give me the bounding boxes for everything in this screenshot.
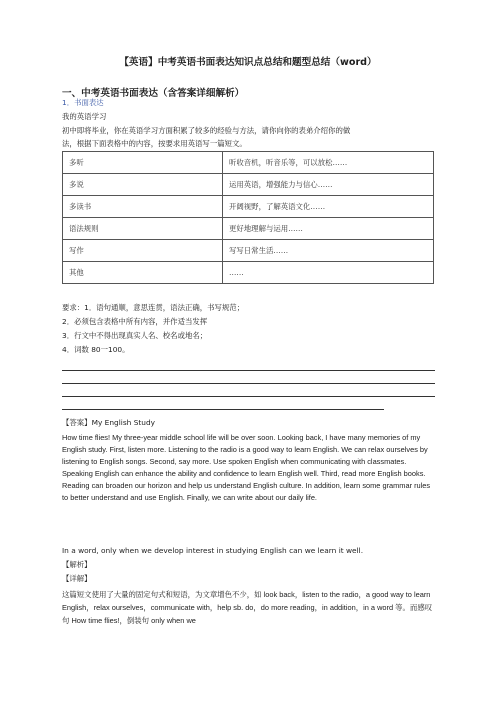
requirement-1: 要求：1．语句通顺，意思连贯，语法正确，书写规范； xyxy=(62,303,245,312)
table-row xyxy=(63,218,434,240)
requirement-2: 2．必须包含表格中所有内容，并作适当发挥 xyxy=(62,317,208,326)
table-row xyxy=(63,196,434,218)
requirements-table xyxy=(62,151,434,284)
table-cell: 运用英语，增强能力与信心…… xyxy=(223,174,434,196)
answer-label: 【答案】My English Study xyxy=(62,418,156,427)
writing-line xyxy=(62,396,435,397)
table-cell: 其他 xyxy=(63,262,223,284)
table-cell: 语法规则 xyxy=(63,218,223,240)
detail-text: 这篇短文使用了大量的固定句式和短语，为文章增色不少，如 look back，listen to the radio，a good way to learn English，relax ourselves，communicate with，help sb. do，do more reading，in addition，in a word 等。而感叹句 How time flies!，倒装句 only when we xyxy=(62,590,433,626)
table-row xyxy=(63,152,434,174)
table-cell: 更好地理解与运用…… xyxy=(223,218,434,240)
answer-closing: In a word, only when we develop interest in studying English can we learn it well. xyxy=(62,546,364,555)
analysis-label: 【解析】 xyxy=(62,560,92,569)
requirement-3: 3．行文中不得出现真实人名、校名或地名； xyxy=(62,331,208,340)
document-title: 【英语】中考英语书面表达知识点总结和题型总结（word） xyxy=(119,57,377,68)
section-heading: 一、中考英语书面表达（含答案详细解析） xyxy=(62,88,245,99)
table-row xyxy=(63,174,434,196)
table-cell: 多说 xyxy=(63,174,223,196)
writing-line xyxy=(62,383,435,384)
table-cell: 开阔视野，了解英语文化…… xyxy=(223,196,434,218)
table-row xyxy=(63,262,434,284)
table-cell: …… xyxy=(223,262,434,284)
table-cell: 听收音机，听音乐等，可以放松…… xyxy=(223,152,434,174)
answer-text: How time flies! My three-year middle school life will be over soon. Looking back, I have many memories of my English study. First, listen more. Listening to the radio is a good way to learn English. We can relax ourselves by listening to English songs. Second, say more. Use spoken English when communicating with classmates. Speaking English can enhance the ability and confidence to learn English well. Third, read more English books. Reading can broaden our horizon and help us understand English culture. In addition, learn some grammar rules to better understand and use English. Finally, we can write about our daily life. xyxy=(62,433,431,502)
question-intro-line-2: 法，根据下面表格中的内容，按要求用英语写一篇短文。 xyxy=(62,139,247,148)
table-cell: 多读书 xyxy=(63,196,223,218)
detail-label: 【详解】 xyxy=(62,574,92,583)
question-intro-line-1: 初中即将毕业，你在英语学习方面积累了较多的经验与方法，请你向你的表弟介绍你的做 xyxy=(62,126,351,135)
question-number: 1．书面表达 xyxy=(62,98,104,107)
requirement-4: 4．词数 80一100。 xyxy=(62,345,130,354)
table-cell: 写写日常生活…… xyxy=(223,240,434,262)
writing-line xyxy=(62,370,435,371)
table-row xyxy=(63,240,434,262)
table-cell: 写作 xyxy=(63,240,223,262)
writing-line xyxy=(62,409,384,410)
question-topic: 我的英语学习 xyxy=(62,112,107,121)
table-cell: 多听 xyxy=(63,152,223,174)
